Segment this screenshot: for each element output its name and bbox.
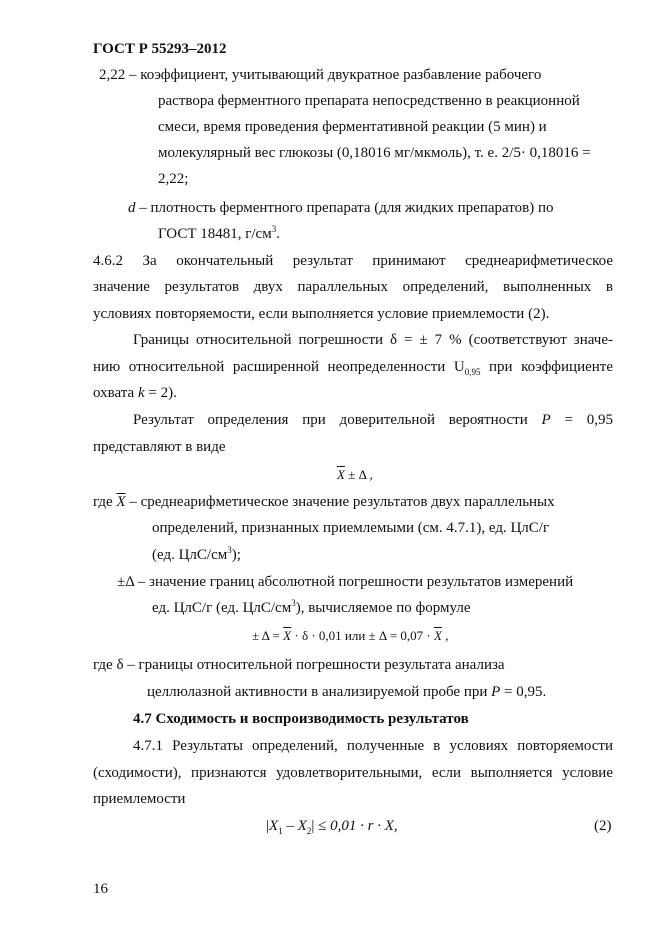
formula-main-rest: ± Δ , bbox=[344, 467, 373, 482]
symbol-x-bar-2: $\overline{X}$ bbox=[433, 628, 442, 643]
p471-line-1: 4.7.1 Результаты определений, полученные в условиях повторяемости bbox=[133, 738, 613, 754]
def-dl-line-2 bbox=[147, 683, 546, 701]
def-x-line-1 bbox=[93, 493, 555, 511]
formula-number: (2) bbox=[594, 818, 612, 834]
result-text-end: = 0,95 bbox=[550, 412, 613, 428]
bounds-coverage-end: = 2). bbox=[144, 385, 177, 401]
symbol-x-bar-def: $\overline{X}$ bbox=[116, 494, 126, 510]
superscript-3: 3 bbox=[227, 545, 232, 555]
bounds-line-2 bbox=[93, 358, 613, 376]
symbol-x2: X bbox=[297, 818, 307, 834]
page-number: 16 bbox=[93, 881, 108, 897]
def-delta-text: ), вычисляемое по формуле bbox=[295, 600, 471, 616]
def-x-text: – среднеарифметическое значение результатов двух параллельных bbox=[125, 494, 555, 510]
formula-main bbox=[337, 466, 373, 484]
def-222-line-5: 2,22; bbox=[158, 171, 189, 187]
result-line-2: представляют в виде bbox=[93, 439, 226, 455]
def-delta-line-2 bbox=[152, 599, 470, 617]
def-x-unit: (ед. ЦлС/см bbox=[152, 547, 228, 563]
superscript-3: 3 bbox=[271, 224, 277, 234]
bounds-text: нию относительной расширенной неопределенности U bbox=[93, 359, 465, 375]
def-222-line-4: молекулярный вес глюкозы (0,18016 мг/мкмоль), т. е. 2/5· 0,18016 = bbox=[158, 145, 591, 161]
subscript-1: 1 bbox=[278, 826, 283, 836]
def-d-line-1 bbox=[128, 199, 554, 217]
p471-line-2: (сходимости), признаются удовлетворительными, если выполняется условие bbox=[93, 765, 613, 781]
section-heading: 4.7 Сходимость и воспроизводимость результатов bbox=[133, 711, 469, 727]
def-222-line-3: смеси, время проведения ферментативной реакции (5 мин) и bbox=[158, 119, 547, 135]
def-delta-unit: ед. ЦлС/г (ед. ЦлС/см bbox=[152, 600, 292, 616]
def-x-line-2: определений, признанных приемлемыми (см. 4.7.1), ед. ЦлС/г bbox=[152, 520, 550, 536]
document-header: ГОСТ Р 55293–2012 bbox=[93, 41, 227, 57]
def-d-text: ГОСТ 18481, г/см bbox=[158, 226, 272, 242]
subscript-095: 0,95 bbox=[464, 367, 481, 377]
bounds-coverage: охвата bbox=[93, 385, 138, 401]
superscript-3: 3 bbox=[291, 598, 296, 608]
formula-delta-c: , bbox=[441, 628, 449, 643]
symbol-x1: X bbox=[269, 818, 279, 834]
def-d-end: . bbox=[276, 226, 280, 242]
minus-sign: – bbox=[282, 818, 298, 834]
def-x-unit-end: ); bbox=[231, 547, 241, 563]
subscript-2: 2 bbox=[306, 826, 312, 836]
le-sign: ≤ bbox=[314, 818, 331, 834]
bounds-line-1: Границы относительной погрешности δ = ± 7 % (соответствуют значе- bbox=[133, 332, 613, 348]
p462-line-3: условиях повторяемости, если выполняется условие приемлемости (2). bbox=[93, 306, 550, 322]
def-d-line-2 bbox=[158, 225, 280, 243]
symbol-k: k bbox=[137, 385, 145, 401]
result-line-1 bbox=[133, 411, 613, 429]
def-222-lead: 2,22 – коэффициент, учитывающий двукратное разбавление рабочего bbox=[99, 67, 542, 83]
symbol-p: P bbox=[541, 412, 551, 428]
def-222-line-2: раствора ферментного препарата непосредственно в реакционной bbox=[158, 93, 580, 109]
def-dl-end: = 0,95. bbox=[500, 684, 547, 700]
result-text: Результат определения при доверительной вероятности bbox=[133, 412, 542, 428]
def-dl-text: целлюлазной активности в анализируемой пробе при bbox=[147, 684, 492, 700]
formula-2-rest: 0,01 · r · X, bbox=[330, 818, 398, 834]
formula-2 bbox=[266, 817, 398, 835]
def-dl-line-1: где δ – границы относительной погрешности результата анализа bbox=[93, 657, 505, 673]
def-d-lead: – плотность ферментного препарата (для жидких препаратов) по bbox=[135, 200, 554, 216]
abs-bar-left: | bbox=[266, 818, 270, 834]
symbol-p: P bbox=[491, 684, 501, 700]
bounds-line-3 bbox=[93, 384, 177, 402]
p462-line-1: 4.6.2 За окончательный результат принимают среднеарифметическое bbox=[93, 253, 613, 269]
symbol-d: d bbox=[128, 200, 136, 216]
formula-delta bbox=[252, 627, 448, 645]
abs-bar-right: | bbox=[311, 818, 315, 834]
symbol-x-bar-1: $\overline{X}$ bbox=[283, 628, 292, 643]
formula-delta-b: · δ · 0,01 или ± Δ = 0,07 · bbox=[291, 628, 434, 643]
def-x-lead: где bbox=[93, 494, 117, 510]
p471-line-3: приемлемости bbox=[93, 791, 186, 807]
symbol-x-bar: $\overline{X}$ bbox=[337, 467, 345, 482]
def-x-line-3 bbox=[152, 546, 241, 564]
p462-line-2: значение результатов двух параллельных определений, выполненных в bbox=[93, 279, 613, 295]
def-delta-line-1: ±Δ – значение границ абсолютной погрешности результатов измерений bbox=[117, 574, 574, 590]
formula-delta-a: ± Δ = bbox=[252, 628, 284, 643]
bounds-text-end: при коэффициенте bbox=[480, 359, 613, 375]
